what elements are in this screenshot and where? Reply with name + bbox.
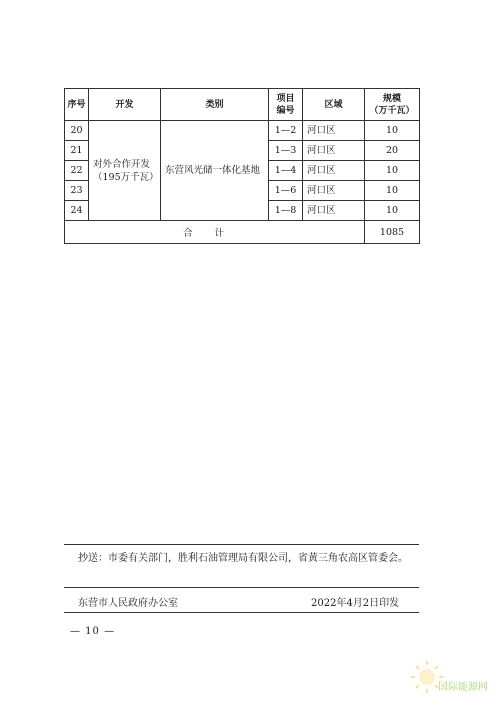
- header-scale-line2: （万千瓦）: [369, 105, 415, 116]
- footer-rule-bottom: [64, 612, 419, 613]
- sun-logo-icon: [405, 655, 495, 700]
- table-row: [65, 121, 420, 141]
- project-table: [64, 88, 420, 244]
- cell-scale: 10: [365, 161, 420, 181]
- header-region: 区域: [303, 89, 365, 121]
- watermark-logo: [405, 655, 495, 700]
- cell-seq: 21: [65, 141, 89, 161]
- footer-rule-middle: [64, 587, 419, 588]
- header-scale: [365, 89, 420, 121]
- cell-region: 河口区: [303, 141, 365, 161]
- page-number: — 10 —: [70, 626, 116, 637]
- total-row: [65, 221, 420, 244]
- cell-region: 河口区: [303, 161, 365, 181]
- cell-seq: 24: [65, 201, 89, 221]
- header-project-no-line1: 项目: [276, 93, 295, 104]
- cell-category: 东营风光储一体化基地: [161, 121, 269, 221]
- cell-project-no: 1—3: [269, 141, 303, 161]
- header-scale-line1: 规模: [382, 93, 401, 104]
- total-label: 合计: [65, 221, 365, 244]
- cell-seq: 23: [65, 181, 89, 201]
- cell-project-no: 1—2: [269, 121, 303, 141]
- cell-scale: 10: [365, 201, 420, 221]
- table-header-row: [65, 89, 420, 121]
- cell-scale: 20: [365, 141, 420, 161]
- header-project-no-line2: 编号: [276, 105, 295, 116]
- header-project-no: [269, 89, 303, 121]
- cell-scale: 10: [365, 181, 420, 201]
- cell-region: 河口区: [303, 181, 365, 201]
- cell-project-no: 1—6: [269, 181, 303, 201]
- footer-rule-top: [64, 544, 419, 545]
- cell-project-no: 1—8: [269, 201, 303, 221]
- issuing-office: 东营市人民政府办公室: [78, 598, 178, 609]
- cell-region: 河口区: [303, 201, 365, 221]
- total-value: 1085: [365, 221, 420, 244]
- header-development: 开发: [89, 89, 161, 121]
- watermark-text: 国际能源网: [438, 682, 488, 693]
- cell-seq: 22: [65, 161, 89, 181]
- header-category: 类别: [161, 89, 269, 121]
- header-seq: 序号: [65, 89, 89, 121]
- cell-region: 河口区: [303, 121, 365, 141]
- cell-project-no: 1—4: [269, 161, 303, 181]
- cell-seq: 20: [65, 121, 89, 141]
- cell-development: 对外合作开发（195万千瓦）: [89, 121, 161, 221]
- cell-scale: 10: [365, 121, 420, 141]
- cc-distribution: 抄送：市委有关部门，胜利石油管理局有限公司，省黄三角农高区管委会。: [78, 553, 408, 564]
- issue-date: 2022年4月2日印发: [311, 598, 400, 609]
